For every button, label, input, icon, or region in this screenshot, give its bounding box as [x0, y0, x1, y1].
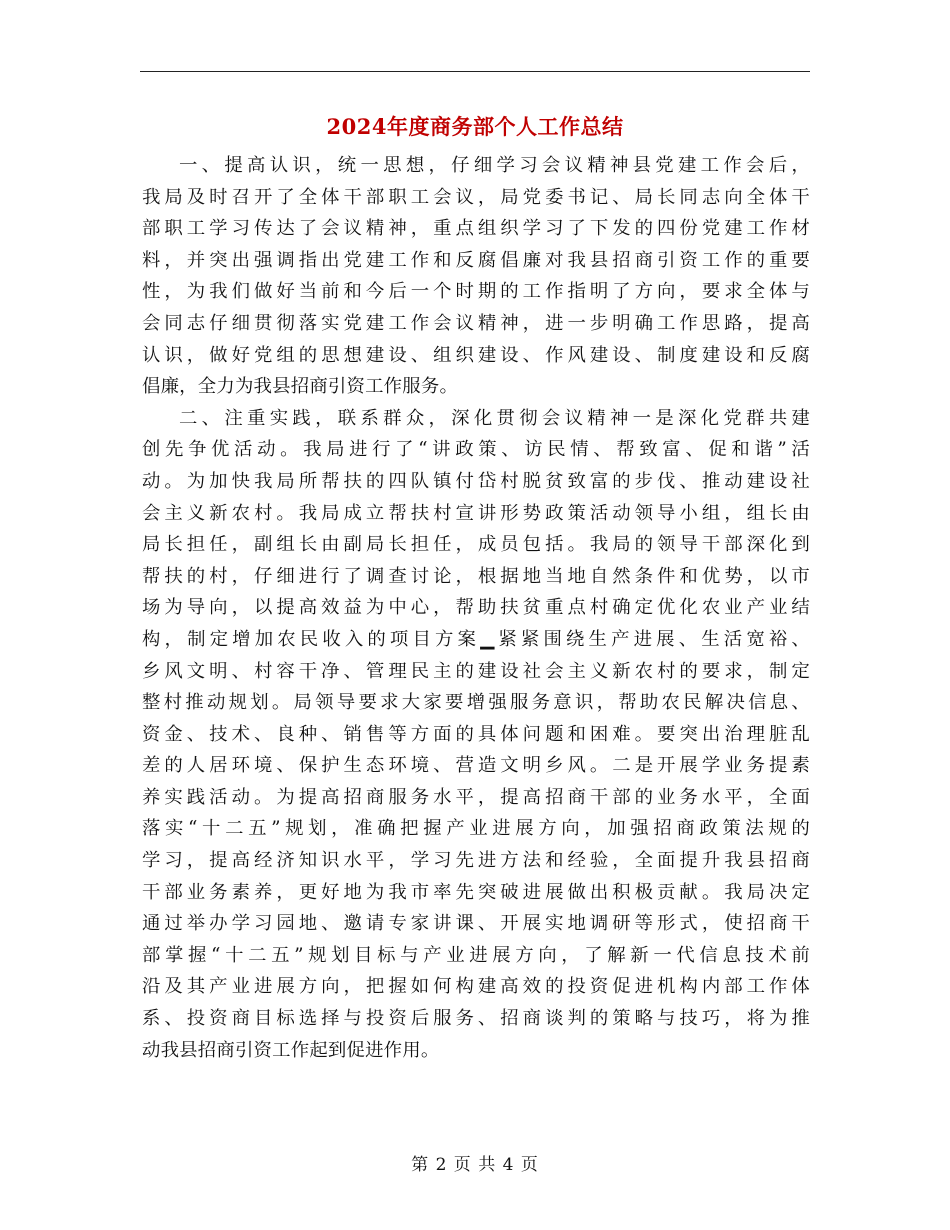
text-line: 我局及时召开了全体干部职工会议，局党委书记、局长同志向全体干 [142, 186, 810, 208]
text-line: 场为导向，以提高效益为中心，帮助扶贫重点村确定优化农业产业结 [142, 597, 810, 619]
text-line: 创先争优活动。我局进行了“讲政策、访民情、帮致富、促和谐”活 [142, 439, 810, 461]
text-line: 整村推动规划。局领导要求大家要增强服务意识，帮助农民解决信息、 [142, 692, 810, 714]
text-line: 倡廉，全力为我县招商引资工作服务。 [142, 376, 459, 398]
text-line: 通过举办学习园地、邀请专家讲课、开展实地调研等形式，使招商干 [142, 913, 810, 935]
text-line: 性，为我们做好当前和今后一个时期的工作指明了方向，要求全体与 [142, 281, 810, 303]
text-line: 会同志仔细贯彻落实党建工作会议精神，进一步明确工作思路，提高 [142, 312, 810, 334]
text-line: 落实“十二五”规划，准确把握产业进展方向，加强招商政策法规的 [142, 818, 810, 840]
document-title: 2024年度商务部个人工作总结 [326, 114, 624, 139]
text-line: 资金、技术、良种、销售等方面的具体问题和困难。要突出治理脏乱 [142, 723, 810, 745]
text-line: 动我县招商引资工作起到促进作用。 [142, 1039, 440, 1061]
text-line: 部掌握“十二五”规划目标与产业进展方向，了解新一代信息技术前 [142, 944, 810, 966]
text-line: 会主义新农村。我局成立帮扶村宣讲形势政策活动领导小组，组长由 [142, 502, 810, 524]
text-line: 干部业务素养，更好地为我市率先突破进展做出积极贡献。我局决定 [142, 881, 810, 903]
text-line: 乡风文明、村容干净、管理民主的建设社会主义新农村的要求，制定 [142, 660, 810, 682]
text-line: 系、投资商目标选择与投资后服务、招商谈判的策略与技巧，将为推 [142, 1008, 810, 1030]
text-line: 动。为加快我局所帮扶的四队镇付岱村脱贫致富的步伐、推动建设社 [142, 470, 810, 492]
text-line: 二、注重实践，联系群众，深化贯彻会议精神一是深化党群共建 [179, 407, 810, 429]
page-footer: 第 2 页 共 4 页 [411, 1155, 539, 1175]
text-line: 帮扶的村，仔细进行了调查讨论，根据地当地自然条件和优势，以市 [142, 565, 810, 587]
text-line: 一、提高认识，统一思想，仔细学习会议精神县党建工作会后， [179, 155, 810, 176]
text-line: 养实践活动。为提高招商服务水平，提高招商干部的业务水平，全面 [142, 786, 810, 808]
text-line: 构，制定增加农民收入的项目方案▁紧紧围绕生产进展、生活宽裕、 [142, 628, 810, 650]
text-line: 料，并突出强调指出党建工作和反腐倡廉对我县招商引资工作的重要 [142, 249, 810, 271]
text-line: 差的人居环境、保护生态环境、营造文明乡风。二是开展学业务提素 [142, 755, 810, 777]
text-line: 沿及其产业进展方向，把握如何构建高效的投资促进机构内部工作体 [142, 976, 810, 998]
document-body [142, 150, 810, 1066]
text-line: 局长担任，副组长由副局长担任，成员包括。我局的领导干部深化到 [142, 534, 810, 556]
text-line: 认识，做好党组的思想建设、组织建设、作风建设、制度建设和反腐 [142, 344, 810, 366]
text-line: 部职工学习传达了会议精神，重点组织学习了下发的四份党建工作材 [142, 218, 810, 240]
text-line: 学习，提高经济知识水平，学习先进方法和经验，全面提升我县招商 [142, 850, 810, 872]
header-rule [140, 71, 810, 72]
